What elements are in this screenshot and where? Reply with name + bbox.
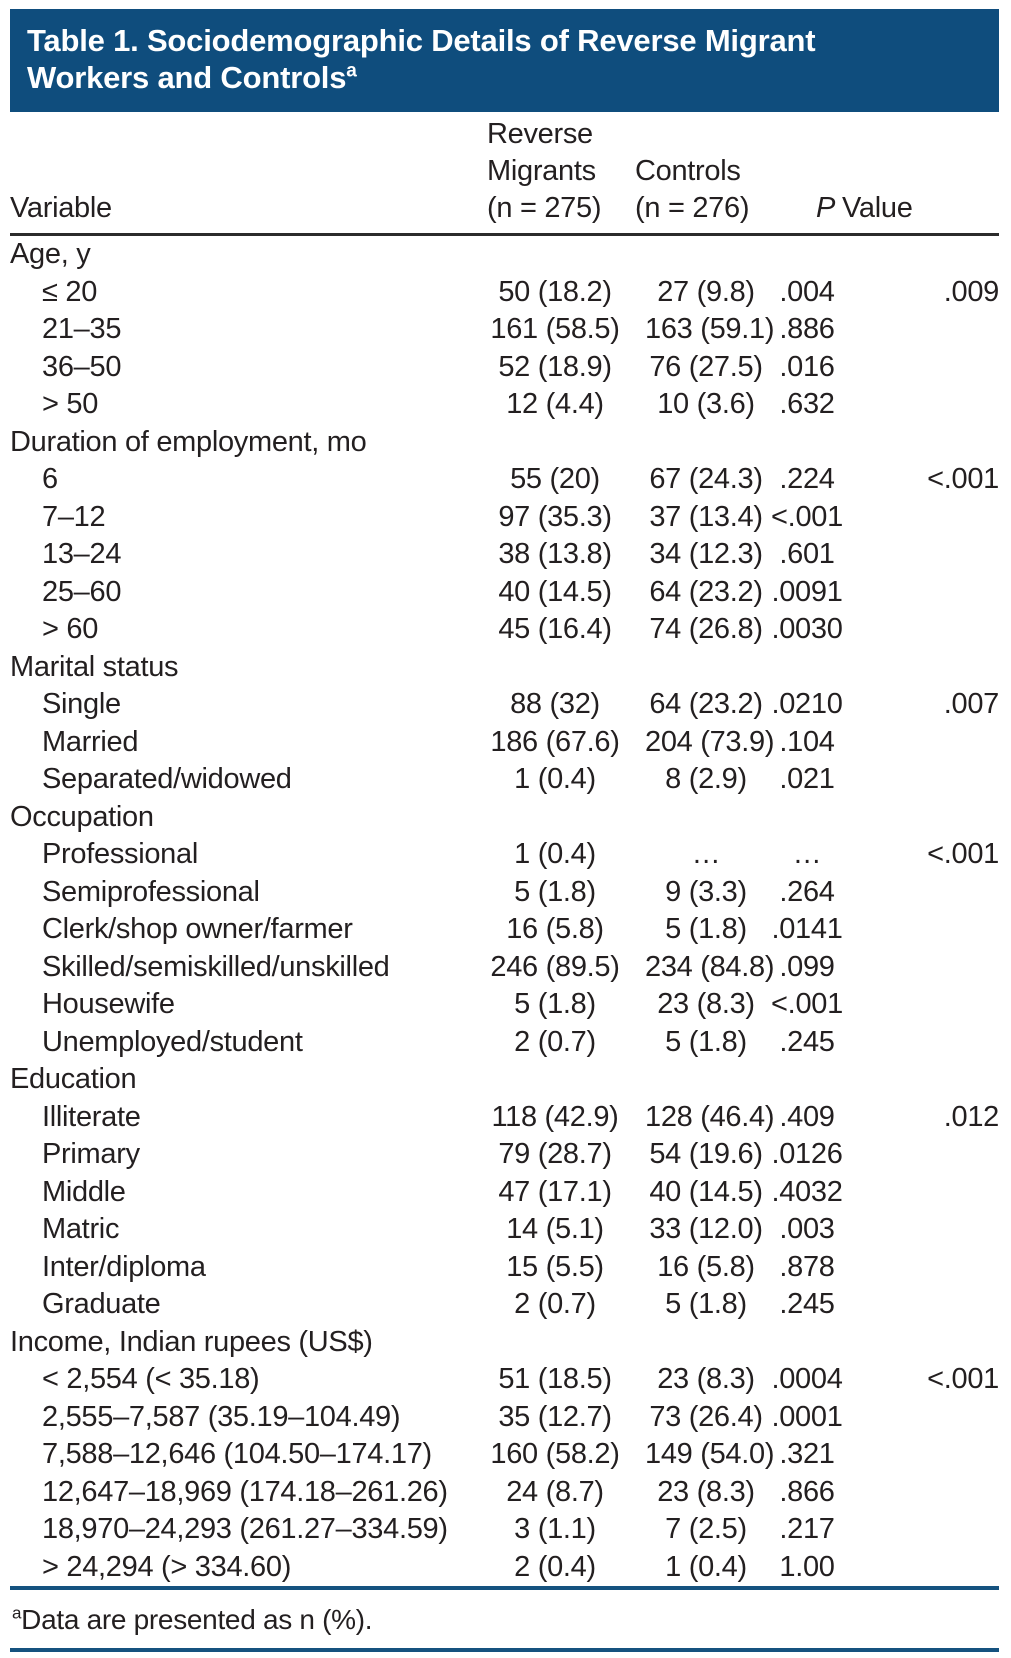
table-row [10,536,999,574]
table-row [10,574,999,612]
table-row [10,1099,999,1137]
group-p-value [847,1211,999,1249]
p-value: .4032 [771,1175,843,1208]
p-value: .264 [779,875,835,908]
table-footnote [10,1590,999,1648]
table-row [10,1136,999,1174]
group-p-value [847,574,999,612]
reverse-migrants-value: 12 (4.4) [506,388,604,420]
reverse-migrants-value: 35 (12.7) [498,1400,612,1433]
reverse-migrants-header-line2: Migrants [487,155,596,187]
controls-value: 149 (54.0) [645,1438,775,1470]
table-row [10,1399,999,1437]
row-label: Primary [42,1138,140,1170]
controls-value: 16 (5.8) [657,1250,755,1283]
table-row [10,1549,999,1587]
reverse-migrants-value: 79 (28.7) [498,1138,612,1170]
controls-value [645,649,767,687]
p-value: .217 [779,1513,835,1545]
row-label: Middle [42,1175,126,1208]
p-value: <.001 [771,988,843,1020]
group-p-value [847,1436,999,1474]
group-p-value [847,874,999,912]
group-p-value [847,1511,999,1549]
group-p-value [847,1249,999,1287]
reverse-migrants-value: 55 (20) [510,463,600,495]
row-label: 6 [42,463,58,495]
controls-value: 7 (2.5) [665,1513,747,1545]
table-row [10,274,999,312]
p-value: .003 [779,1213,835,1245]
row-label: Graduate [42,1288,161,1320]
p-value: .0004 [771,1363,843,1395]
reverse-migrants-value: 88 (32) [510,688,600,720]
section-header-row [10,424,999,462]
p-value: .0091 [771,575,843,608]
row-label: 13–24 [42,538,122,570]
table-row [10,461,999,499]
controls-header-n: (n = 276) [635,192,750,224]
controls-value: 37 (13.4) [649,500,763,533]
controls-value: 27 (9.8) [657,275,755,308]
row-label: Marital status [10,650,179,683]
controls-value: 163 (59.1) [645,313,775,345]
table-row [10,761,999,799]
controls-value: 74 (26.8) [649,613,763,645]
controls-value [645,424,767,462]
row-label: Separated/widowed [42,763,292,795]
reverse-migrants-value: 161 (58.5) [490,313,620,345]
row-label: < 2,554 (< 35.18) [42,1363,260,1395]
controls-value [645,1061,767,1099]
controls-value: 67 (24.3) [649,463,763,495]
reverse-migrants-value [465,1061,645,1099]
column-header-reverse-migrants [487,116,601,227]
table-row [10,386,999,424]
group-p-value [847,386,999,424]
reverse-migrants-value: 40 (14.5) [498,575,612,608]
row-label: Professional [42,838,198,870]
row-label: Unemployed/student [42,1025,303,1058]
reverse-migrants-value [465,1324,645,1362]
table-row [10,1249,999,1287]
controls-value: 5 (1.8) [665,1288,747,1320]
group-p-value [847,611,999,649]
row-label: Clerk/shop owner/farmer [42,913,353,945]
table-row [10,1436,999,1474]
group-p-value [847,499,999,537]
row-label: 12,647–18,969 (174.18–261.26) [42,1475,448,1508]
controls-value: 33 (12.0) [649,1213,763,1245]
table-card [10,9,999,1652]
bottom-rule [10,1648,999,1652]
p-value [767,649,847,687]
p-value: .321 [779,1438,835,1470]
table-row [10,349,999,387]
group-p-value [847,1549,999,1587]
row-label: Matric [42,1213,120,1245]
section-header-row [10,799,999,837]
reverse-migrants-value [465,424,645,462]
p-value: .601 [779,538,835,570]
controls-value: 64 (23.2) [649,688,763,720]
reverse-migrants-value: 47 (17.1) [498,1175,612,1208]
group-p-value [847,1136,999,1174]
controls-value: 204 (73.9) [645,725,775,758]
reverse-migrants-value: 51 (18.5) [498,1363,612,1395]
row-label: > 60 [42,613,99,645]
table-title-line1: Table 1. Sociodemographic Details of Reverse Migrant [27,23,816,58]
column-header-variable: Variable [10,192,112,224]
reverse-migrants-value: 3 (1.1) [514,1513,596,1545]
table-row [10,911,999,949]
p-value: .245 [779,1288,835,1320]
row-label: Skilled/semiskilled/unskilled [42,950,390,983]
controls-value [645,236,767,274]
table-row [10,1361,999,1399]
p-value: .632 [779,388,835,420]
row-label: Education [10,1063,137,1095]
p-value: .866 [779,1475,835,1508]
reverse-migrants-value: 160 (58.2) [490,1438,620,1470]
group-p-value [847,1474,999,1512]
group-p-value: <.001 [927,838,999,870]
p-value: .0210 [771,688,843,720]
controls-value: 10 (3.6) [657,388,755,420]
p-value: .878 [779,1250,835,1283]
title-footnote-marker: a [346,60,357,82]
row-label: 21–35 [42,313,122,345]
controls-value: 23 (8.3) [657,1363,755,1395]
p-value: .099 [779,950,835,983]
table-title-bar [10,9,999,112]
group-p-value [847,949,999,987]
controls-value: 234 (84.8) [645,950,775,983]
group-p-value: .012 [943,1100,999,1133]
group-p-value [847,1399,999,1437]
row-label: Duration of employment, mo [10,425,367,458]
group-p-value: .009 [943,275,999,308]
p-value [767,1061,847,1099]
section-header-row [10,1061,999,1099]
p-value: .016 [779,350,835,383]
row-label: Semiprofessional [42,875,260,908]
column-header-row [10,112,999,233]
group-p-value [847,761,999,799]
table-row [10,949,999,987]
reverse-migrants-value [465,649,645,687]
p-value [767,236,847,274]
p-value-header-italic-p: P [816,192,836,224]
table-row [10,986,999,1024]
group-p-value [847,1024,999,1062]
p-value [767,424,847,462]
table-row [10,611,999,649]
row-label: 2,555–7,587 (35.19–104.49) [42,1400,401,1433]
reverse-migrants-value [465,799,645,837]
group-p-value [847,1174,999,1212]
group-p-value [847,724,999,762]
reverse-migrants-value: 24 (8.7) [506,1475,604,1508]
group-p-value [847,1286,999,1324]
p-value: .104 [779,725,835,758]
controls-value [645,1324,767,1362]
section-header-row [10,649,999,687]
controls-value: 73 (26.4) [649,1400,763,1433]
group-p-value: <.001 [927,1363,999,1395]
table-row [10,499,999,537]
table-row [10,836,999,874]
controls-value: 54 (19.6) [649,1138,763,1170]
group-p-value [847,424,999,462]
group-p-value: .007 [943,688,999,720]
row-label: Housewife [42,988,175,1020]
p-value [767,1324,847,1362]
controls-value: 23 (8.3) [657,988,755,1020]
group-p-value [847,1061,999,1099]
reverse-migrants-value: 38 (13.8) [498,538,612,570]
row-label: Income, Indian rupees (US$) [10,1325,373,1358]
p-value: .004 [779,275,835,308]
reverse-migrants-header-n: (n = 275) [487,192,602,224]
row-label: 18,970–24,293 (261.27–334.59) [42,1513,448,1545]
reverse-migrants-value: 16 (5.8) [506,913,604,945]
p-value: … [792,838,822,870]
table-row [10,1211,999,1249]
controls-value: 5 (1.8) [665,913,747,945]
reverse-migrants-value: 5 (1.8) [514,875,596,908]
row-label: 36–50 [42,350,122,383]
table-row [10,1286,999,1324]
row-label: 25–60 [42,575,122,608]
table-row [10,1024,999,1062]
reverse-migrants-value: 2 (0.7) [514,1025,596,1058]
reverse-migrants-value: 2 (0.4) [514,1550,596,1583]
row-label: Inter/diploma [42,1250,206,1283]
p-value-header-rest: Value [842,192,913,224]
reverse-migrants-value: 118 (42.9) [491,1100,619,1133]
reverse-migrants-value: 52 (18.9) [498,350,612,383]
p-value: .0126 [771,1138,843,1170]
group-p-value [847,311,999,349]
reverse-migrants-value: 14 (5.1) [506,1213,604,1245]
controls-value: 23 (8.3) [657,1475,755,1508]
controls-value: 8 (2.9) [665,763,747,795]
table-title-line2-text: Workers and Controls [27,60,347,95]
group-p-value [847,911,999,949]
section-header-row [10,1324,999,1362]
table-row [10,686,999,724]
p-value: .224 [779,463,835,495]
reverse-migrants-value: 246 (89.5) [490,950,620,983]
reverse-migrants-value: 186 (67.6) [490,725,620,758]
row-label: > 24,294 (> 334.60) [42,1550,292,1583]
row-label: Occupation [10,800,154,833]
controls-value: 128 (46.4) [645,1100,775,1133]
p-value: 1.00 [779,1550,835,1583]
reverse-migrants-value: 1 (0.4) [514,763,596,795]
group-p-value [847,236,999,274]
column-header-p-value [816,190,913,227]
reverse-migrants-value: 1 (0.4) [514,838,596,870]
row-label: Single [42,688,121,720]
reverse-migrants-value [465,236,645,274]
controls-value: 9 (3.3) [665,875,747,908]
p-value: .021 [779,763,835,795]
group-p-value: <.001 [927,463,999,495]
footnote-text: Data are presented as n (%). [21,1604,373,1635]
controls-value: 1 (0.4) [665,1550,747,1583]
p-value [767,799,847,837]
row-label: Married [42,725,139,758]
controls-header-line1: Controls [635,155,741,187]
reverse-migrants-value: 50 (18.2) [498,275,612,308]
reverse-migrants-header-line1: Reverse [487,118,593,150]
table-row [10,874,999,912]
p-value: .0030 [771,613,843,645]
group-p-value [847,349,999,387]
p-value: .0141 [771,913,843,945]
table-row [10,311,999,349]
row-label: ≤ 20 [42,275,98,308]
controls-value: 5 (1.8) [665,1025,747,1058]
section-header-row [10,236,999,274]
table-row [10,724,999,762]
controls-value: 64 (23.2) [649,575,763,608]
reverse-migrants-value: 15 (5.5) [506,1250,604,1283]
group-p-value [847,986,999,1024]
p-value: .409 [779,1100,835,1133]
p-value: .245 [779,1025,835,1058]
sociodemographic-table [10,236,999,1586]
row-label: 7,588–12,646 (104.50–174.17) [42,1438,432,1470]
footnote-marker: a [12,1603,22,1623]
column-header-controls [635,153,749,227]
table-body [10,236,999,1586]
p-value: .0001 [771,1400,843,1433]
row-label: 7–12 [42,500,106,533]
reverse-migrants-value: 5 (1.8) [514,988,596,1020]
table-row [10,1174,999,1212]
reverse-migrants-value: 2 (0.7) [514,1288,596,1320]
controls-value: … [691,838,721,870]
controls-value: 34 (12.3) [649,538,763,570]
group-p-value [847,536,999,574]
controls-value: 40 (14.5) [649,1175,763,1208]
table-row [10,1511,999,1549]
p-value: <.001 [771,500,843,533]
group-p-value [847,649,999,687]
row-label: > 50 [42,388,99,420]
controls-value: 76 (27.5) [649,350,763,383]
table-title-line2 [27,59,983,96]
row-label: Age, y [10,238,91,270]
group-p-value [847,1324,999,1362]
controls-value [645,799,767,837]
reverse-migrants-value: 45 (16.4) [498,613,612,645]
row-label: Illiterate [42,1100,141,1133]
p-value: .886 [779,313,835,345]
group-p-value [847,799,999,837]
reverse-migrants-value: 97 (35.3) [498,500,612,533]
table-row [10,1474,999,1512]
